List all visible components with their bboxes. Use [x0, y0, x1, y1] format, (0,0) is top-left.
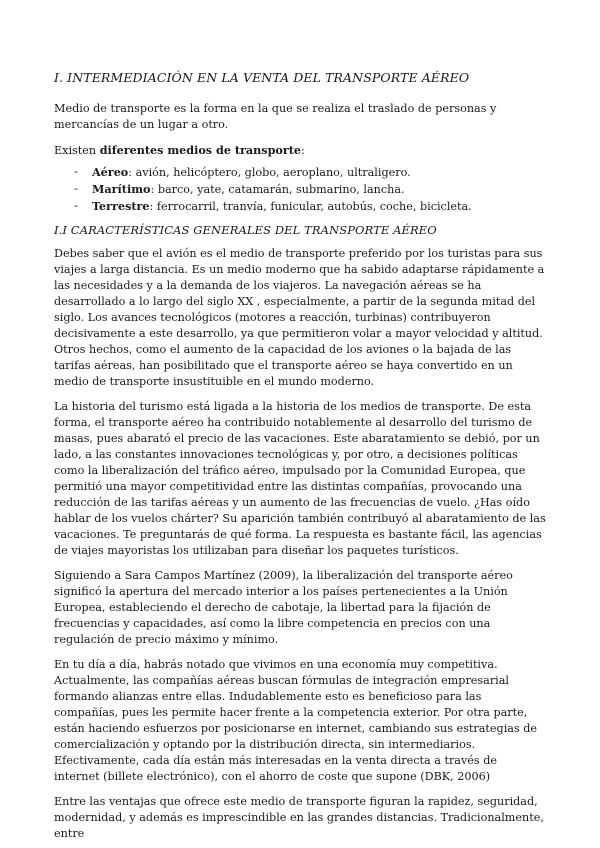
media-desc: : ferrocarril, tranvía, funicular, autobús, coche, bicicleta. — [149, 200, 472, 213]
list-dash: - — [74, 199, 78, 212]
media-intro-line — [54, 142, 546, 159]
media-intro-colon: : — [301, 144, 305, 157]
media-name: Aéreo — [92, 165, 129, 179]
media-intro-text: Existen — [54, 144, 100, 157]
list-item-maritimo — [74, 181, 546, 198]
body-paragraph: La historia del turismo está ligada a la historia de los medios de transporte. De esta forma, el transporte aéreo ha contribuido notablemente al desarrollo del turismo de masas, pues abarató el precio de las vacaciones. Este abaratamiento se debió, por un lado, a las constantes innovaciones tecnológicas y, por otro, a decisiones políticas como la liberalización del tráfico aéreo, impulsado por la Comunidad Europea, que permitió una mayor competitividad entre las distintas compañías, provocando una reducción de las tarifas aéreas y un aumento de las frecuencias de vuelo. ¿Has oído hablar de los vuelos chárter? Su aparición también contribuyó al abaratamiento de las vacaciones. Te preguntarás de qué forma. La respuesta es bastante fácil, las agencias de viajes mayoristas los utilizaban para diseñar los paquetes turísticos. — [54, 400, 546, 557]
list-item-aereo — [74, 164, 546, 181]
intro-paragraph: Medio de transporte es la forma en la que se realiza el traslado de personas y mercancías de un lugar a otro. — [54, 102, 497, 131]
body-paragraph: Entre las ventajas que ofrece este medio de transporte figuran la rapidez, seguridad, modernidad, y además es imprescindible en las grandes distancias. Tradicionalmente, entre — [54, 795, 544, 840]
list-item-terrestre — [74, 198, 546, 215]
list-dash: - — [74, 165, 78, 178]
media-intro-bold: diferentes medios de transporte — [99, 143, 302, 157]
media-name: Terrestre — [92, 199, 150, 213]
body-paragraph: En tu día a día, habrás notado que vivimos en una economía muy competitiva. Actualmente, las compañías aéreas buscan fórmulas de integración empresarial formando alianzas entre ellas. Indudablemente esto es beneficioso para las compañías, pues les permite hacer frente a la competencia exterior. Por otra parte, están haciendo esfuerzos por posicionarse en internet, cambiando sus estrategias de comercialización y optando por la distribución directa, sin intermediarios. Efectivamente, cada día están más interesadas en la venta directa a través de internet (billete electrónico), con el ahorro de coste que supone (DBK, 2006) — [54, 658, 538, 783]
list-dash: - — [74, 182, 78, 195]
section-title: I. INTERMEDIACIÓN EN LA VENTA DEL TRANSPORTE AÉREO — [54, 70, 470, 85]
subsection-title: I.I CARACTERÍSTICAS GENERALES DEL TRANSPORTE AÉREO — [54, 223, 437, 237]
transport-media-list — [74, 164, 546, 215]
body-paragraph: Debes saber que el avión es el medio de transporte preferido por los turistas para sus viajes a larga distancia. Es un medio moderno que ha sabido adaptarse rápidamente a las necesidades y a la demanda de los viajeros. La navegación aéreas se ha desarrollado a lo largo del siglo XX , especialmente, a partir de la segunda mitad del siglo. Los avances tecnológicos (motores a reacción, turbinas) contribuyeron decisivamente a este desarrollo, ya que permitieron volar a mayor velocidad y altitud. Otros hechos, como el aumento de la capacidad de los aviones o la bajada de las tarifas aéreas, han posibilitado que el transporte aéreo se haya convertido en un medio de transporte insustituible en el mundo moderno. — [54, 247, 545, 388]
media-desc: : barco, yate, catamarán, submarino, lancha. — [150, 183, 405, 196]
media-desc: : avión, helicóptero, globo, aeroplano, ultraligero. — [128, 166, 411, 179]
media-name: Marítimo — [92, 182, 151, 196]
body-paragraph: Siguiendo a Sara Campos Martínez (2009), la liberalización del transporte aéreo significó la apertura del mercado interior a los países pertenecientes a la Unión Europea, estableciendo el derecho de cabotaje, la libertad para la fijación de frecuencias y capacidades, así como la libre competencia en precios con una regulación de precio máximo y mínimo. — [54, 569, 513, 646]
